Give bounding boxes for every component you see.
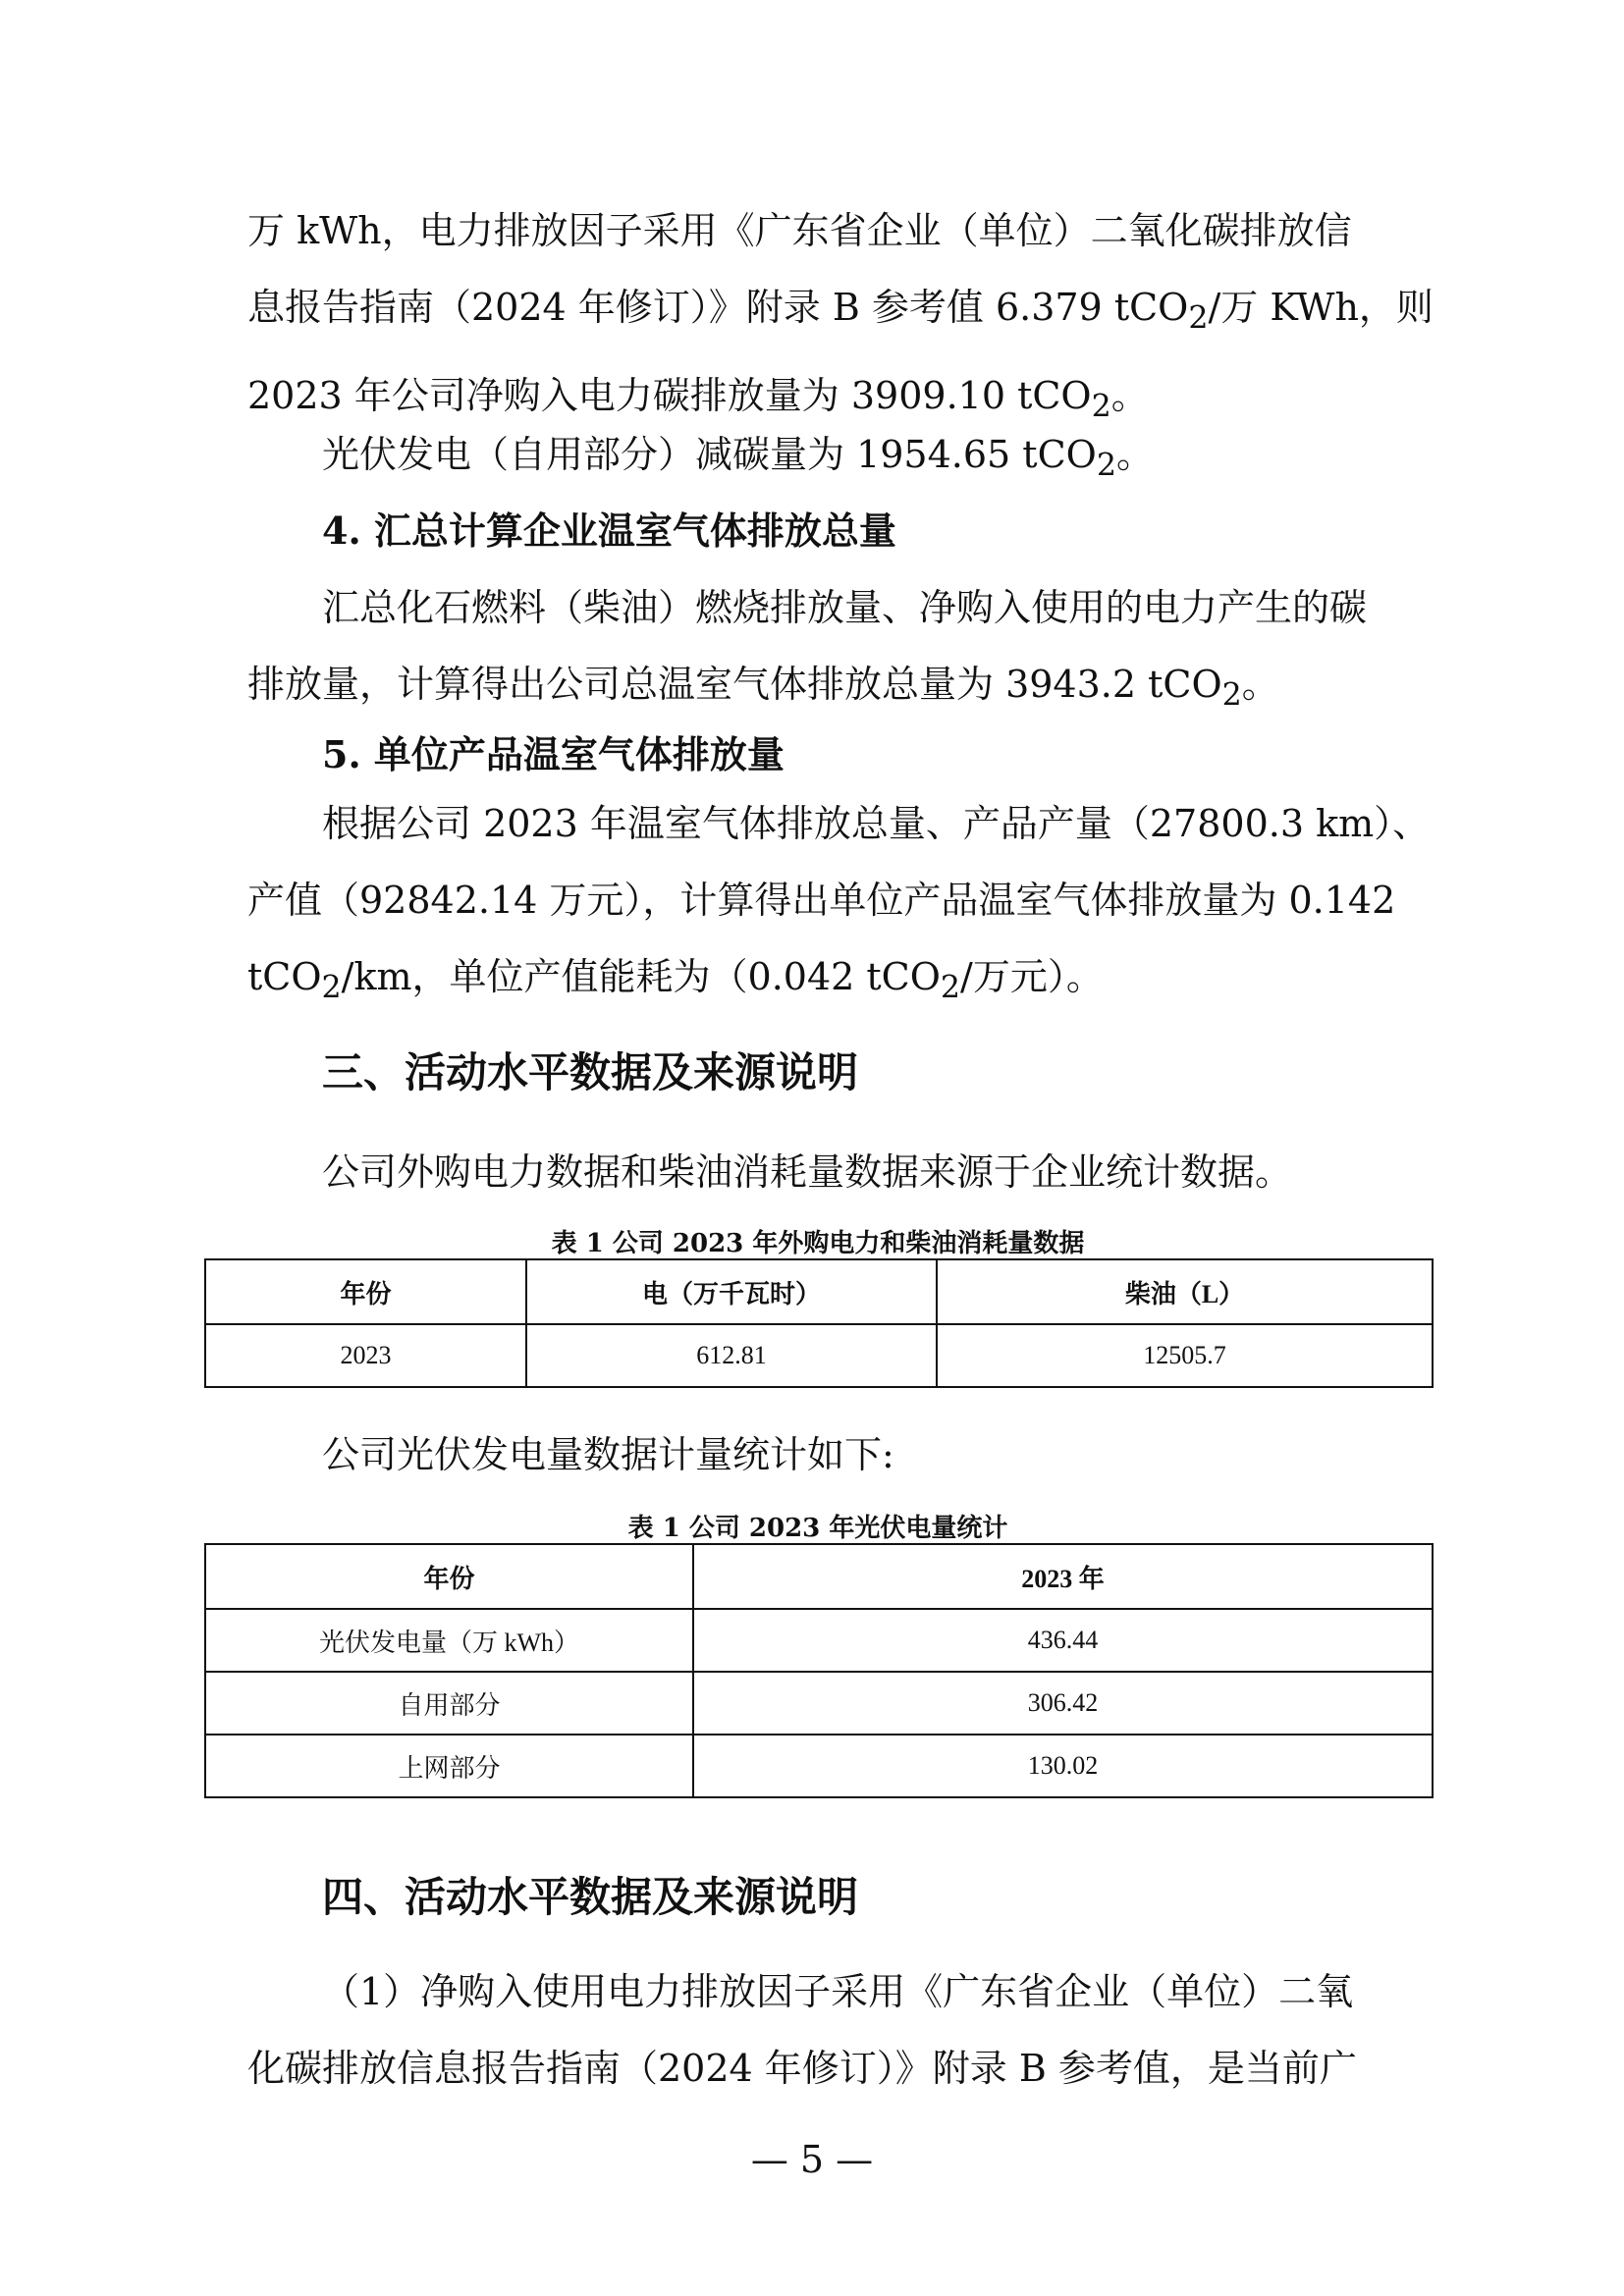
cell-year: 2023: [205, 1324, 526, 1387]
text-line: 万 kWh，电力排放因子采用《广东省企业（单位）二氧化碳排放信: [247, 209, 1352, 252]
text-segment: 息报告指南（2024 年修订）》附录 B 参考值 6.379 tCO: [247, 286, 1189, 329]
text-line: [247, 938, 1386, 1027]
paragraph-emission-factor: [247, 1953, 1386, 2107]
text-line: 公司光伏发电量数据计量统计如下:: [322, 1433, 894, 1476]
subscript: 2: [1188, 300, 1209, 337]
section-heading-4: 四、活动水平数据及来源说明: [322, 1873, 859, 1921]
table-row: [205, 1672, 1433, 1735]
cell-label: 上网部分: [205, 1735, 693, 1797]
subscript: 2: [321, 970, 342, 1006]
subscript: 2: [940, 970, 961, 1006]
text-segment: /km，单位产值能耗为（0.042 tCO: [341, 955, 941, 998]
header-electricity: 电（万千瓦时）: [526, 1259, 937, 1324]
paragraph-data-source: [247, 1134, 1386, 1210]
text-line: （1）净购入使用电力排放因子采用《广东省企业（单位）二氧: [322, 1970, 1354, 2013]
table-row: [205, 1735, 1433, 1797]
table-header-row: [205, 1259, 1433, 1324]
header-2023: 2023 年: [693, 1544, 1433, 1609]
section-heading-3: 三、活动水平数据及来源说明: [322, 1048, 859, 1096]
text-segment: /万 KWh，则: [1208, 286, 1434, 329]
paragraph-pv-intro: [247, 1416, 1386, 1493]
table1-caption: 表 1 公司 2023 年外购电力和柴油消耗量数据: [551, 1229, 1085, 1258]
paragraph-total-emission: [247, 569, 1386, 734]
text-line: 产值（92842.14 万元），计算得出单位产品温室气体排放量为 0.142: [247, 879, 1396, 922]
cell-value: 436.44: [693, 1609, 1433, 1672]
header-year: 年份: [205, 1544, 693, 1609]
text-segment: tCO: [247, 955, 322, 998]
table-purchased-energy: [204, 1258, 1434, 1388]
subscript: 2: [1221, 677, 1242, 714]
subscript: 2: [1091, 389, 1111, 425]
text-segment: 2023 年公司净购入电力碳排放量为 3909.10 tCO: [247, 373, 1092, 417]
text-segment: 。: [1110, 373, 1149, 417]
text-line: [247, 416, 1386, 505]
paragraph-electricity-emission: [247, 192, 1434, 445]
header-year: 年份: [205, 1259, 526, 1324]
subsection-heading-5: 5. 单位产品温室气体排放量: [322, 732, 785, 776]
text-line: [247, 269, 1434, 357]
table2-caption: 表 1 公司 2023 年光伏电量统计: [627, 1514, 1008, 1543]
subscript: 2: [1096, 448, 1116, 484]
cell-label: 自用部分: [205, 1672, 693, 1735]
paragraph-pv-reduction: [247, 416, 1386, 505]
cell-label: 光伏发电量（万 kWh）: [205, 1609, 693, 1672]
cell-value: 306.42: [693, 1672, 1433, 1735]
table-row: [205, 1324, 1433, 1387]
text-line: 根据公司 2023 年温室气体排放总量、产品产量（27800.3 km）、: [322, 802, 1431, 845]
cell-electricity: 612.81: [526, 1324, 937, 1387]
table-header-row: [205, 1544, 1433, 1609]
text-segment: 光伏发电（自用部分）减碳量为 1954.65 tCO: [322, 433, 1097, 476]
text-line: 汇总化石燃料（柴油）燃烧排放量、净购入使用的电力产生的碳: [322, 586, 1368, 629]
text-line: [247, 646, 1386, 734]
text-line: 公司外购电力数据和柴油消耗量数据来源于企业统计数据。: [322, 1150, 1293, 1194]
text-line: 化碳排放信息报告指南（2024 年修订）》附录 B 参考值，是当前广: [247, 2047, 1357, 2090]
cell-diesel: 12505.7: [937, 1324, 1433, 1387]
subsection-heading-4: 4. 汇总计算企业温室气体排放总量: [322, 508, 896, 553]
page-number: — 5 —: [750, 2138, 874, 2181]
text-segment: 。: [1241, 663, 1279, 706]
paragraph-unit-emission: [247, 785, 1431, 1027]
header-diesel: 柴油（L）: [937, 1259, 1433, 1324]
text-segment: /万元）。: [960, 955, 1104, 998]
text-segment: 排放量，计算得出公司总温室气体排放总量为 3943.2 tCO: [247, 663, 1222, 706]
text-segment: 。: [1115, 433, 1154, 476]
table-row: [205, 1609, 1433, 1672]
table-pv-generation: [204, 1543, 1434, 1798]
cell-value: 130.02: [693, 1735, 1433, 1797]
